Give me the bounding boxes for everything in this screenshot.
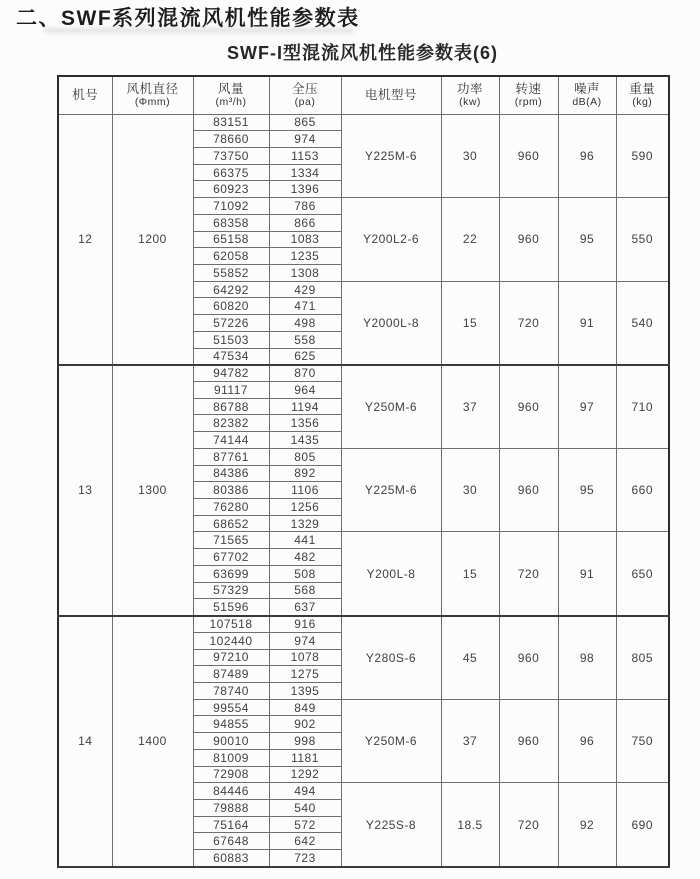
power-cell: 18.5 <box>441 783 499 867</box>
total-pressure-cell: 1256 <box>269 499 341 516</box>
speed-cell: 720 <box>499 783 558 867</box>
col-header-label: 风量 <box>217 81 244 96</box>
air-volume-cell: 68652 <box>193 515 269 532</box>
total-pressure-cell: 1078 <box>269 649 341 666</box>
air-volume-cell: 83151 <box>193 114 269 131</box>
col-header-motor-model <box>341 76 441 114</box>
col-header-label: 机号 <box>72 88 99 103</box>
total-pressure-cell: 1356 <box>269 415 341 432</box>
air-volume-cell: 57329 <box>193 582 269 599</box>
total-pressure-cell: 870 <box>269 365 341 382</box>
fan-diameter-cell: 1400 <box>112 616 193 867</box>
total-pressure-cell: 974 <box>269 632 341 649</box>
machine-no-cell: 14 <box>58 616 112 867</box>
motor-model-cell: Y225M-6 <box>341 114 441 198</box>
total-pressure-cell: 866 <box>269 214 341 231</box>
noise-cell: 95 <box>558 448 616 532</box>
air-volume-cell: 86788 <box>193 398 269 415</box>
motor-model-cell: Y280S-6 <box>341 616 441 700</box>
weight-cell: 660 <box>616 448 669 532</box>
total-pressure-cell: 441 <box>269 532 341 549</box>
motor-model-cell: Y225S-8 <box>341 783 441 867</box>
fan-diameter-cell: 1300 <box>112 365 193 616</box>
air-volume-cell: 74144 <box>193 432 269 449</box>
noise-cell: 92 <box>558 783 616 867</box>
air-volume-cell: 60883 <box>193 850 269 867</box>
total-pressure-cell: 998 <box>269 733 341 750</box>
air-volume-cell: 68358 <box>193 214 269 231</box>
air-volume-cell: 90010 <box>193 733 269 750</box>
col-header-label: 风机直径 <box>126 81 179 96</box>
col-header-unit: (Φmm) <box>134 95 171 108</box>
col-header-unit: (pa) <box>294 95 316 108</box>
total-pressure-cell: 625 <box>269 348 341 365</box>
table-title: SWF-I型混流风机性能参数表(6) <box>227 43 498 63</box>
total-pressure-cell: 471 <box>269 298 341 315</box>
total-pressure-cell: 849 <box>269 699 341 716</box>
air-volume-cell: 67702 <box>193 549 269 566</box>
air-volume-cell: 60820 <box>193 298 269 315</box>
total-pressure-cell: 482 <box>269 549 341 566</box>
total-pressure-cell: 1083 <box>269 231 341 248</box>
motor-model-cell: Y200L-8 <box>341 532 441 616</box>
air-volume-cell: 47534 <box>193 348 269 365</box>
motor-model-cell: Y200L2-6 <box>341 198 441 282</box>
motor-model-cell: Y250M-6 <box>341 699 441 783</box>
power-cell: 22 <box>441 198 499 282</box>
air-volume-cell: 51596 <box>193 599 269 616</box>
weight-cell: 805 <box>616 616 669 700</box>
air-volume-cell: 81009 <box>193 749 269 766</box>
total-pressure-cell: 429 <box>269 281 341 298</box>
air-volume-cell: 87761 <box>193 448 269 465</box>
total-pressure-cell: 974 <box>269 131 341 148</box>
speed-cell: 720 <box>499 532 558 616</box>
total-pressure-cell: 568 <box>269 582 341 599</box>
total-pressure-cell: 508 <box>269 565 341 582</box>
noise-cell: 91 <box>558 532 616 616</box>
air-volume-cell: 84386 <box>193 465 269 482</box>
noise-cell: 98 <box>558 616 616 700</box>
total-pressure-cell: 1396 <box>269 181 341 198</box>
total-pressure-cell: 916 <box>269 616 341 633</box>
scan-smudge <box>44 28 354 33</box>
total-pressure-cell: 786 <box>269 198 341 215</box>
air-volume-cell: 94855 <box>193 716 269 733</box>
air-volume-cell: 91117 <box>193 382 269 399</box>
page-title: 二、SWF系列混流风机性能参数表 <box>16 7 360 30</box>
weight-cell: 710 <box>616 365 669 449</box>
total-pressure-cell: 1181 <box>269 749 341 766</box>
weight-cell: 690 <box>616 783 669 867</box>
fan-performance-table <box>57 75 670 868</box>
air-volume-cell: 82382 <box>193 415 269 432</box>
total-pressure-cell: 1275 <box>269 666 341 683</box>
power-cell: 45 <box>441 616 499 700</box>
air-volume-cell: 97210 <box>193 649 269 666</box>
motor-model-cell: Y2000L-8 <box>341 281 441 365</box>
air-volume-cell: 79888 <box>193 799 269 816</box>
table-row <box>58 114 669 131</box>
total-pressure-cell: 637 <box>269 599 341 616</box>
total-pressure-cell: 1308 <box>269 264 341 281</box>
total-pressure-cell: 1435 <box>269 432 341 449</box>
motor-model-cell: Y250M-6 <box>341 365 441 449</box>
power-cell: 37 <box>441 365 499 449</box>
air-volume-cell: 80386 <box>193 482 269 499</box>
noise-cell: 96 <box>558 114 616 198</box>
total-pressure-cell: 1194 <box>269 398 341 415</box>
total-pressure-cell: 1395 <box>269 682 341 699</box>
weight-cell: 540 <box>616 281 669 365</box>
air-volume-cell: 63699 <box>193 565 269 582</box>
col-header-unit: (m³/h) <box>215 95 247 108</box>
air-volume-cell: 102440 <box>193 632 269 649</box>
total-pressure-cell: 498 <box>269 315 341 332</box>
table-row <box>58 616 669 633</box>
air-volume-cell: 64292 <box>193 281 269 298</box>
total-pressure-cell: 865 <box>269 114 341 131</box>
total-pressure-cell: 494 <box>269 783 341 800</box>
speed-cell: 960 <box>499 448 558 532</box>
air-volume-cell: 78660 <box>193 131 269 148</box>
total-pressure-cell: 572 <box>269 816 341 833</box>
air-volume-cell: 99554 <box>193 699 269 716</box>
col-header-machine-no <box>58 76 112 114</box>
table-body <box>58 114 669 867</box>
col-header-label: 功率 <box>456 81 483 96</box>
air-volume-cell: 51503 <box>193 331 269 348</box>
col-header-weight <box>616 76 669 114</box>
air-volume-cell: 87489 <box>193 666 269 683</box>
air-volume-cell: 67648 <box>193 833 269 850</box>
total-pressure-cell: 1292 <box>269 766 341 783</box>
air-volume-cell: 73750 <box>193 147 269 164</box>
col-header-unit: (kw) <box>459 95 481 108</box>
col-header-unit: dB(A) <box>572 95 602 108</box>
air-volume-cell: 84446 <box>193 783 269 800</box>
power-cell: 30 <box>441 114 499 198</box>
col-header-label: 噪声 <box>573 81 600 96</box>
power-cell: 37 <box>441 699 499 783</box>
air-volume-cell: 60923 <box>193 181 269 198</box>
air-volume-cell: 72908 <box>193 766 269 783</box>
power-cell: 15 <box>441 532 499 616</box>
speed-cell: 720 <box>499 281 558 365</box>
noise-cell: 91 <box>558 281 616 365</box>
speed-cell: 960 <box>499 198 558 282</box>
total-pressure-cell: 892 <box>269 465 341 482</box>
noise-cell: 96 <box>558 699 616 783</box>
noise-cell: 95 <box>558 198 616 282</box>
machine-no-cell: 12 <box>58 114 112 365</box>
air-volume-cell: 78740 <box>193 682 269 699</box>
total-pressure-cell: 1334 <box>269 164 341 181</box>
total-pressure-cell: 1106 <box>269 482 341 499</box>
power-cell: 15 <box>441 281 499 365</box>
air-volume-cell: 62058 <box>193 248 269 265</box>
air-volume-cell: 75164 <box>193 816 269 833</box>
speed-cell: 960 <box>499 616 558 700</box>
air-volume-cell: 57226 <box>193 315 269 332</box>
col-header-fan-diameter <box>112 76 193 114</box>
table-row <box>58 365 669 382</box>
weight-cell: 550 <box>616 198 669 282</box>
speed-cell: 960 <box>499 365 558 449</box>
air-volume-cell: 71565 <box>193 532 269 549</box>
motor-model-cell: Y225M-6 <box>341 448 441 532</box>
air-volume-cell: 55852 <box>193 264 269 281</box>
weight-cell: 650 <box>616 532 669 616</box>
total-pressure-cell: 723 <box>269 850 341 867</box>
total-pressure-cell: 1153 <box>269 147 341 164</box>
air-volume-cell: 66375 <box>193 164 269 181</box>
total-pressure-cell: 558 <box>269 331 341 348</box>
col-header-label: 全压 <box>291 81 318 96</box>
col-header-label: 重量 <box>629 81 656 96</box>
col-header-unit: (kg) <box>632 95 653 108</box>
speed-cell: 960 <box>499 699 558 783</box>
total-pressure-cell: 805 <box>269 448 341 465</box>
weight-cell: 750 <box>616 699 669 783</box>
col-header-noise <box>558 76 616 114</box>
col-header-label: 转速 <box>515 81 542 96</box>
col-header-speed <box>499 76 558 114</box>
total-pressure-cell: 1329 <box>269 515 341 532</box>
air-volume-cell: 107518 <box>193 616 269 633</box>
speed-cell: 960 <box>499 114 558 198</box>
total-pressure-cell: 642 <box>269 833 341 850</box>
air-volume-cell: 65158 <box>193 231 269 248</box>
fan-diameter-cell: 1200 <box>112 114 193 365</box>
col-header-power <box>441 76 499 114</box>
total-pressure-cell: 540 <box>269 799 341 816</box>
air-volume-cell: 71092 <box>193 198 269 215</box>
power-cell: 30 <box>441 448 499 532</box>
col-header-air-volume <box>193 76 269 114</box>
header-row <box>58 76 669 114</box>
col-header-unit: (rpm) <box>514 95 543 108</box>
noise-cell: 97 <box>558 365 616 449</box>
machine-no-cell: 13 <box>58 365 112 616</box>
air-volume-cell: 76280 <box>193 499 269 516</box>
col-header-total-pressure <box>269 76 341 114</box>
total-pressure-cell: 1235 <box>269 248 341 265</box>
air-volume-cell: 94782 <box>193 365 269 382</box>
total-pressure-cell: 964 <box>269 382 341 399</box>
weight-cell: 590 <box>616 114 669 198</box>
total-pressure-cell: 902 <box>269 716 341 733</box>
col-header-label: 电机型号 <box>364 88 417 103</box>
